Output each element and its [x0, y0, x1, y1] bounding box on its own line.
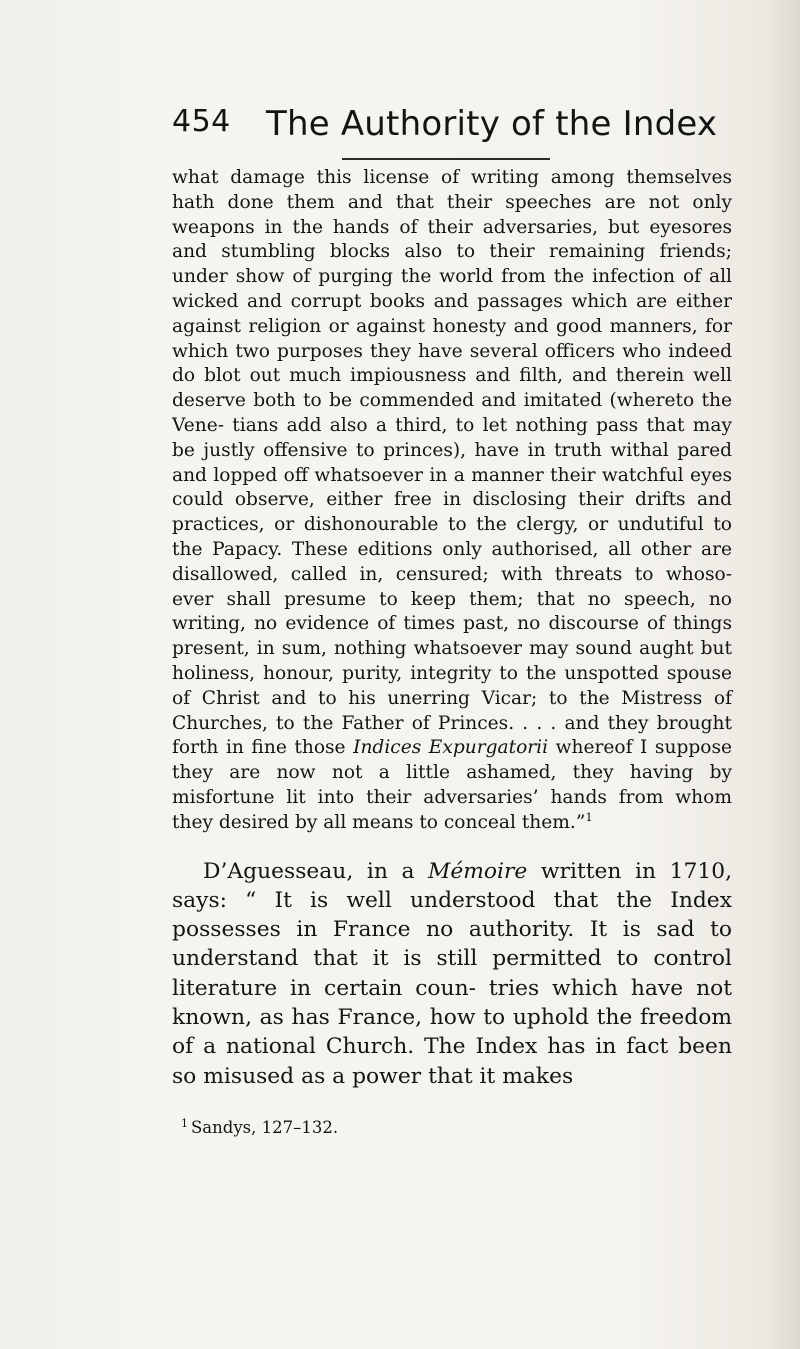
- running-title: The Authority of the Index: [266, 104, 718, 144]
- header-rule: [342, 158, 550, 160]
- page-header: [172, 104, 732, 154]
- footnote-mark: 1: [181, 1117, 188, 1130]
- paragraph-2-italic-memoire: Mémoire: [428, 858, 528, 884]
- footnote: [181, 1117, 338, 1137]
- paragraph-1-text-a: what damage this license of writing among themselves hath done them and that their speeches are not only weapons in the hands of their adversaries, but eyesores and stumbling blocks also to their remaining friends; under show of purging the world from the infection of all wicked and corrupt books and passages which are either against religion or against honesty and good manners, for which two purposes they have several officers who indeed do blot out much impiousness and filth, and therein well deserve both to be commended and imitated (whereto the Vene- tians add also a third, to let nothing pass that may be justly offensive to princes), have in truth withal pared and lopped off whatsoever in a manner their watchful eyes could observe, either free in disclosing their drifts and practices, or dishonourable to the clergy, or undutiful to the Papacy. These editions only authorised, all other are disallowed, called in, censured; with threats to whoso- ever shall presume to keep them; that no speech, no writing, no evidence of times past, no discourse of things present, in sum, nothing whatsoever may sound aught but holiness, honour, purity, integrity to the unspotted spouse of Christ and to his unerring Vicar; to the Mistress of Churches, to the Father of Princes. . . . and they brought forth in fine those: [172, 167, 732, 759]
- page-number: 454: [172, 104, 231, 139]
- paragraph-2-text-a: D’Aguesseau, in a: [203, 858, 429, 884]
- footnote-text: Sandys, 127–132.: [191, 1118, 339, 1137]
- paragraph-quotation: [172, 166, 732, 836]
- paragraph-daguesseau: [172, 857, 732, 1091]
- footnote-reference: 1: [585, 809, 593, 824]
- paragraph-1-text-b: whereof I suppose they are now not a little ashamed, they having by misfortune lit into their adversaries’ hands from whom they desired by all means to conceal them.”: [172, 737, 732, 833]
- paragraph-1-italic-title: Indices Expurgatorii: [353, 737, 549, 759]
- body-text: [172, 166, 732, 1091]
- paragraph-2-text-b: written in 1710, says: “ It is well understood that the Index possesses in France no authority. It is sad to understand that it is still permitted to control literature in certain coun- tries which have not known, as has France, how to uphold the freedom of a national Church. The Index has in fact been so misused as a power that it makes: [172, 858, 733, 1089]
